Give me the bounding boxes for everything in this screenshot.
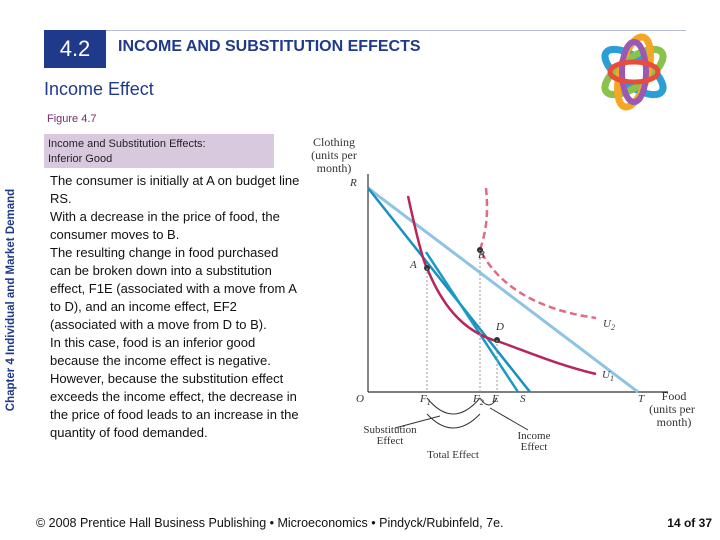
caption-line-1: Income and Substitution Effects:: [48, 138, 206, 150]
figure-label: Figure 4.7: [47, 113, 97, 125]
svg-text:(units per: (units per: [649, 402, 695, 416]
caption-line-2: Inferior Good: [48, 153, 113, 165]
label-f1: $F_1$: [420, 393, 431, 407]
budget-line-rs: [368, 188, 530, 392]
indifference-curve-u2: [480, 188, 596, 318]
figure-caption: [44, 134, 274, 168]
slide-subtitle: Income Effect: [44, 79, 154, 99]
substitution-label-2: Effect: [376, 435, 404, 447]
svg-text:month): month): [316, 161, 352, 175]
parallel-budget-line: [426, 252, 518, 392]
label-u1: $U_1$: [602, 369, 614, 383]
income-pointer: [490, 408, 528, 430]
label-b: B: [478, 249, 485, 261]
section-number: 4.2: [59, 36, 91, 61]
chapter-sidebar: [0, 120, 22, 480]
total-effect-label: Total Effect: [427, 449, 479, 461]
x-axis-label: [649, 389, 695, 429]
total-bracket: [427, 414, 480, 428]
label-o: O: [356, 393, 364, 405]
label-f2: $F_2$: [473, 393, 484, 407]
label-s: S: [520, 393, 526, 405]
svg-text:month): month): [656, 415, 692, 429]
label-a: A: [410, 259, 417, 271]
svg-text:Clothing: Clothing: [312, 135, 356, 149]
budget-line-rt: [368, 188, 638, 392]
chapter-label: Chapter 4 Individual and Market Demand: [5, 188, 17, 412]
svg-text:Food: Food: [661, 389, 687, 403]
indifference-curve-u1: [408, 196, 596, 374]
label-e: E: [492, 393, 499, 405]
label-u2: $U_2$: [603, 318, 615, 332]
indifference-diagram: [300, 130, 700, 470]
section-title: INCOME AND SUBSTITUTION EFFECTS: [118, 38, 421, 55]
label-t: T: [638, 393, 645, 405]
income-label-2: Effect: [520, 441, 548, 453]
body-paragraph: However, because the substitution effect exceeds the income effect, the decrease in the price of food leads to an increase in the quantity of food demanded.: [50, 371, 299, 440]
rings-logo-icon: [586, 20, 682, 124]
y-axis-label: [311, 135, 357, 175]
footer-copyright: © 2008 Prentice Hall Business Publishing • Microeconomics • Pindyck/Rubinfeld, 7e.: [36, 516, 504, 530]
body-text: [50, 172, 302, 442]
body-paragraph: In this case, food is an inferior good because the income effect is negative.: [50, 335, 271, 368]
page-indicator: 14 of 37: [667, 516, 712, 530]
label-d: D: [496, 321, 504, 333]
svg-text:(units per: (units per: [311, 148, 357, 162]
body-paragraph: The resulting change in food purchased can be broken down into a substitution effect, F1E (associated with a move from A to D), and an income effect, EF2 (associated with a move from D to B).: [50, 245, 297, 332]
body-paragraph: With a decrease in the price of food, the consumer moves to B.: [50, 209, 280, 242]
income-label-1: Income: [517, 430, 551, 442]
label-r: R: [350, 177, 357, 189]
section-number-box: [44, 30, 106, 68]
body-paragraph: The consumer is initially at A on budget line RS.: [50, 173, 300, 206]
substitution-label-1: Substitution: [363, 424, 417, 436]
